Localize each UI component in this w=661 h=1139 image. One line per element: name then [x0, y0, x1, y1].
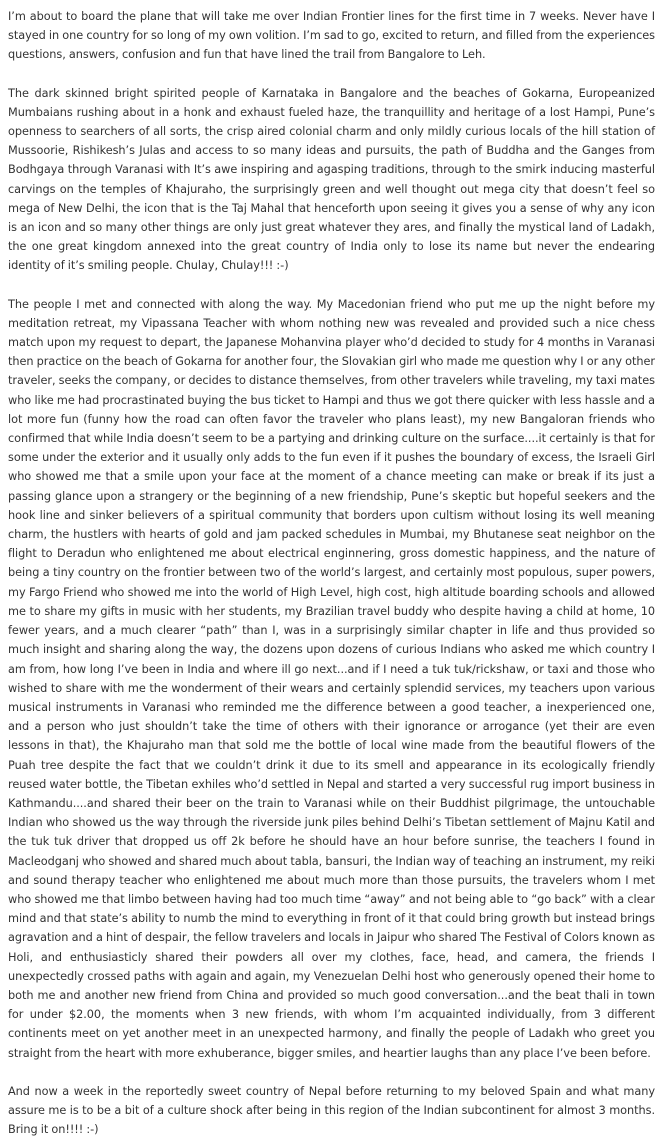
- paragraph-people: The people I met and connected with along the way. My Macedonian friend who put me up the night before my meditation retreat, my Vipassana Teacher with whom nothing new was revealed and provided such a nice chess match upon my request to depart, the Japanese Mohanvina player who’d decided to study for 4 months in Varanasi then practice on the beach of Gokarna for another four, the Slovakian girl who made me question why I or any other traveler, seeks the company, or decides to distance themselves, from other travelers while traveling, my taxi mates who like me had procrastinated buying the bus ticket to Hampi and thus we got there quicker with less hassle and a lot more fun (funny how the road can often favor the traveler who plans least), my new Bangaloran friends who confirmed that while India doesn’t seem to be a partying and drinking culture on the surface....it certainly is that for some under the exterior and it usually only adds to the fun even if it pushes the boundary of excess, the Israeli Girl who showed me that a smile upon your face at the moment of a chance meeting can make or break if its just a passing glance upon a strangery or the beginning of a new friendship, Pune’s skeptic but hopeful seekers and the hook line and sinker believers of a spiritual community that borders upon cultism without losing its well meaning charm, the hustlers with hearts of gold and jam packed schedules in Mumbai, my Bhutanese seat neighbor on the flight to Deradun who enlightened me about electrical enginnering, gross domestic happiness, and the nature of being a tiny country on the frontier between two of the world’s largest, and certainly most populous, super powers, my Fargo Friend who showed me into the world of High Level, high cost, high altitude boarding schools and allowed me to share my gifts in music with her students, my Brazilian travel buddy who despite having a child at home, 10 fewer years, and a much clearer “path” than I, was in a surprisingly similar chapter in life and thus provided so much insight and sharing along the way, the dozens upon dozens of curious Indians who asked me which country I am from, how long I’ve been in India and where ill go next...and if I need a tuk tuk/rickshaw, or taxi and those who wished to share with me the wonderment of their wears and certainly splendid services, my teachers upon various musical instruments in Varanasi who reminded me the difference between a good teacher, a inexperienced one, and a person who just shouldn’t take the time of others with their ignorance or arrogance (yet their are even lessons in that), the Khajuraho man that sold me the bottle of local wine made from the beautiful flowers of the Puah tree despite the fact that we couldn’t drink it due to its smell and appearance in its ecologically friendly reused water bottle, the Tibetan exhiles who’d settled in Nepal and started a very successful rug import business in Kathmandu....and shared their beer on the train to Varanasi while on their Buddhist pilgrimage, the untouchable Indian who showed us the way through the riverside junk piles behind Delhi’s Tibetan settlement of Majnu Katil and the tuk tuk driver that dropped us off 2k before he should have an hour before sunrise, the teachers I found in Macleodganj who showed and shared much about tabla, bansuri, the Indian way of teaching an instrument, my reiki and sound therapy teacher who enlightened me about much more than those pursuits, the travelers whom I met who showed me that limbo between having had too much time “away” and not being able to “go back” with a clear mind and that state’s ability to numb the mind to everything in front of it that could bring growth but instead brings agravation and a hint of despair, the fellow travelers and locals in Jaipur who shared The Festival of Colors known as Holi, and enthusiasticly shared their powders all over my clothes, face, head, and camera, the friends I unexpectedly crossed paths with again and again, my Venezuelan Delhi host who generously opened their home to both me and another new friend from China and provided so much good conversation...and the beat thali in town for under $2.00, the moments when 3 new friends, with whom I’m acquainted individually, from 3 different continents meet on yet another meet in an unexpected harmony, and finally the people of Ladakh who greet you straight from the heart with more exhuberance, bigger smiles, and heartier laughs than any place I’ve been before.: [8, 297, 655, 1060]
- paragraph-departure: I’m about to board the plane that will take me over Indian Frontier lines for the first time in 7 weeks. Never have I stayed in one country for so long of my own volition. I’m sad to go, excited to return, and filled from the experiences questions, answers, confusion and fun that have lined the trail from Bangalore to Leh.: [8, 10, 655, 62]
- paragraph-places: The dark skinned bright spirited people of Karnataka in Bangalore and the beaches of Gokarna, Europeanized Mumbaians rushing about in a honk and exhaust fueled haze, the tranquillity and heritage of a lost Hampi, Pune’s openness to searchers of all sorts, the crisp aired colonial charm and only mildly curious locals of the hill station of Mussoorie, Rishikesh’s Julas and access to so many ideas and pursuits, the path of Buddha and the Ganges from Bodhgaya through Varanasi with It’s awe inspiring and agasping traditions, through to the smirk inducing masterful carvings on the temples of Khajuraho, the surprisingly green and well thought out mega city that doesn’t feel so mega of New Delhi, the icon that is the Taj Mahal that henceforth upon seeing it gives you a sense of why any icon is an icon and so many other things are only just great whatever they ares, and finally the mystical land of Ladakh, the one great kingdom annexed into the great country of India only to lose its name but never the endearing identity of it’s smiling people. Chulay, Chulay!!! :-): [8, 86, 655, 273]
- paragraph-next-destination: And now a week in the reportedly sweet country of Nepal before returning to my beloved Spain and what many assure me is to be a bit of a culture shock after being in this region of the Indian subcontinent for almost 3 months. Bring it on!!!! :-): [8, 1084, 655, 1137]
